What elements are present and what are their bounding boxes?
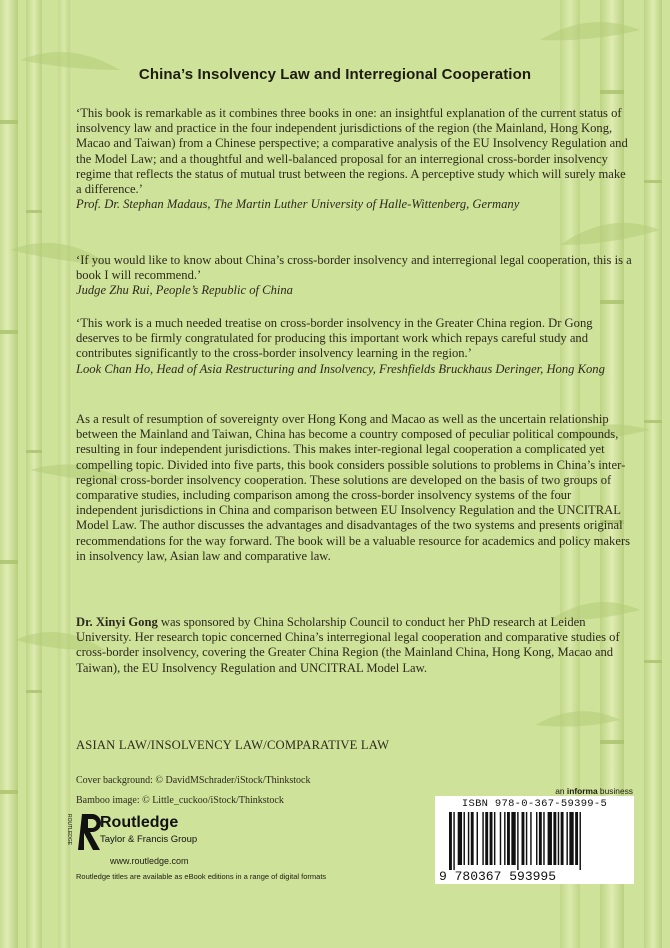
- ebook-note: Routledge titles are available as eBook editions in a range of digital formats: [76, 872, 327, 881]
- author-bio: [76, 615, 632, 676]
- routledge-r-icon: [78, 814, 101, 850]
- endorsement-2: [76, 253, 632, 299]
- barcode-icon: [435, 796, 634, 884]
- endorsement-text: ‘This book is remarkable as it combines three books in one: an insightful explanation of the current status of insolvency law and practice in the four independent jurisdictions of the region (the Mainland, Hong Kong, Macao and Taiwan) from a Chinese perspective; a comparative analysis of the EU Insolvency Regulation and the Model Law; and a thoughtful and well-balanced proposal for an interregional cross-border insolvency regime that reflects the status of mutual trust between the regions. A perceptive study which will surely make a difference.’: [76, 106, 628, 197]
- endorsement-attribution: Judge Zhu Rui, People’s Republic of China: [76, 283, 293, 298]
- endorsement-1: [76, 106, 632, 212]
- publisher-website: www.routledge.com: [110, 856, 189, 866]
- publisher-name: Routledge: [100, 814, 179, 831]
- endorsement-attribution: Prof. Dr. Stephan Madaus, The Martin Luther University of Halle-Wittenberg, Germany: [76, 197, 520, 212]
- author-bio-text: was sponsored by China Scholarship Council to conduct her PhD research at Leiden University. Her research topic concerned China’s interregional legal cooperation and comparative studies of cross-border insolvency, covering the Greater China Region (the Mainland China, Hong Kong, Macao and Taiwan), the EU Insolvency Regulation and UNCITRAL Model Law.: [76, 615, 620, 675]
- endorsement-attribution: Look Chan Ho, Head of Asia Restructuring and Insolvency, Freshfields Bruckhaus Deringer, Hong Kong: [76, 361, 605, 376]
- endorsement-3: [76, 316, 632, 377]
- isbn-barcode: [435, 796, 634, 884]
- endorsement-text: ‘This work is a much needed treatise on cross-border insolvency in the Greater China region. Dr Gong deserves to be firmly congratulated for producing this important work which repays careful study and contributes significantly to the cross-border insolvency learning in the region.’: [76, 316, 593, 361]
- publisher-group: Taylor & Francis Group: [100, 834, 198, 845]
- bamboo-credit: Bamboo image: © Little_cuckoo/iStock/Thinkstock: [76, 795, 284, 806]
- informa-business-tag: an informa business: [555, 786, 633, 796]
- book-description: As a result of resumption of sovereignty over Hong Kong and Macao as well as the uncertain relationship between the Mainland and Taiwan, China has become a country composed of peculiar political compounds, resulting in four independent jurisdictions. This makes inter-regional legal cooperation a complicated yet compelling topic. Divided into five parts, this book considers possible solutions to problems in China’s inter-regional cross-border insolvency cooperation. These solutions are developed on the basis of two groups of comparative studies, including comparison among the cross-border insolvency systems of the four independent jurisdictions in China and comparison between EU Insolvency Regulation and the UNCITRAL Model Law. The author discusses the advantages and disadvantages of the two systems and presents original recommendations for the way forward. The book will be a valuable resource for academics and policy makers in insolvency law, Asian law and comparative law.: [76, 412, 631, 563]
- cover-credit: Cover background: © DavidMSchrader/iStock/Thinkstock: [76, 775, 311, 786]
- barcode-number: 9 780367 593995: [439, 869, 557, 884]
- isbn-text: ISBN 978-0-367-59399-5: [461, 798, 608, 810]
- author-name: Dr. Xinyi Gong: [76, 615, 158, 629]
- subject-categories: ASIAN LAW/INSOLVENCY LAW/COMPARATIVE LAW: [76, 738, 390, 752]
- book-title: China’s Insolvency Law and Interregional Cooperation: [138, 66, 532, 83]
- routledge-side-text: ROUTLEDGE: [66, 814, 72, 846]
- endorsement-text: ‘If you would like to know about China’s cross-border insolvency and interregional legal cooperation, this is a book I will recommend.’: [76, 253, 632, 283]
